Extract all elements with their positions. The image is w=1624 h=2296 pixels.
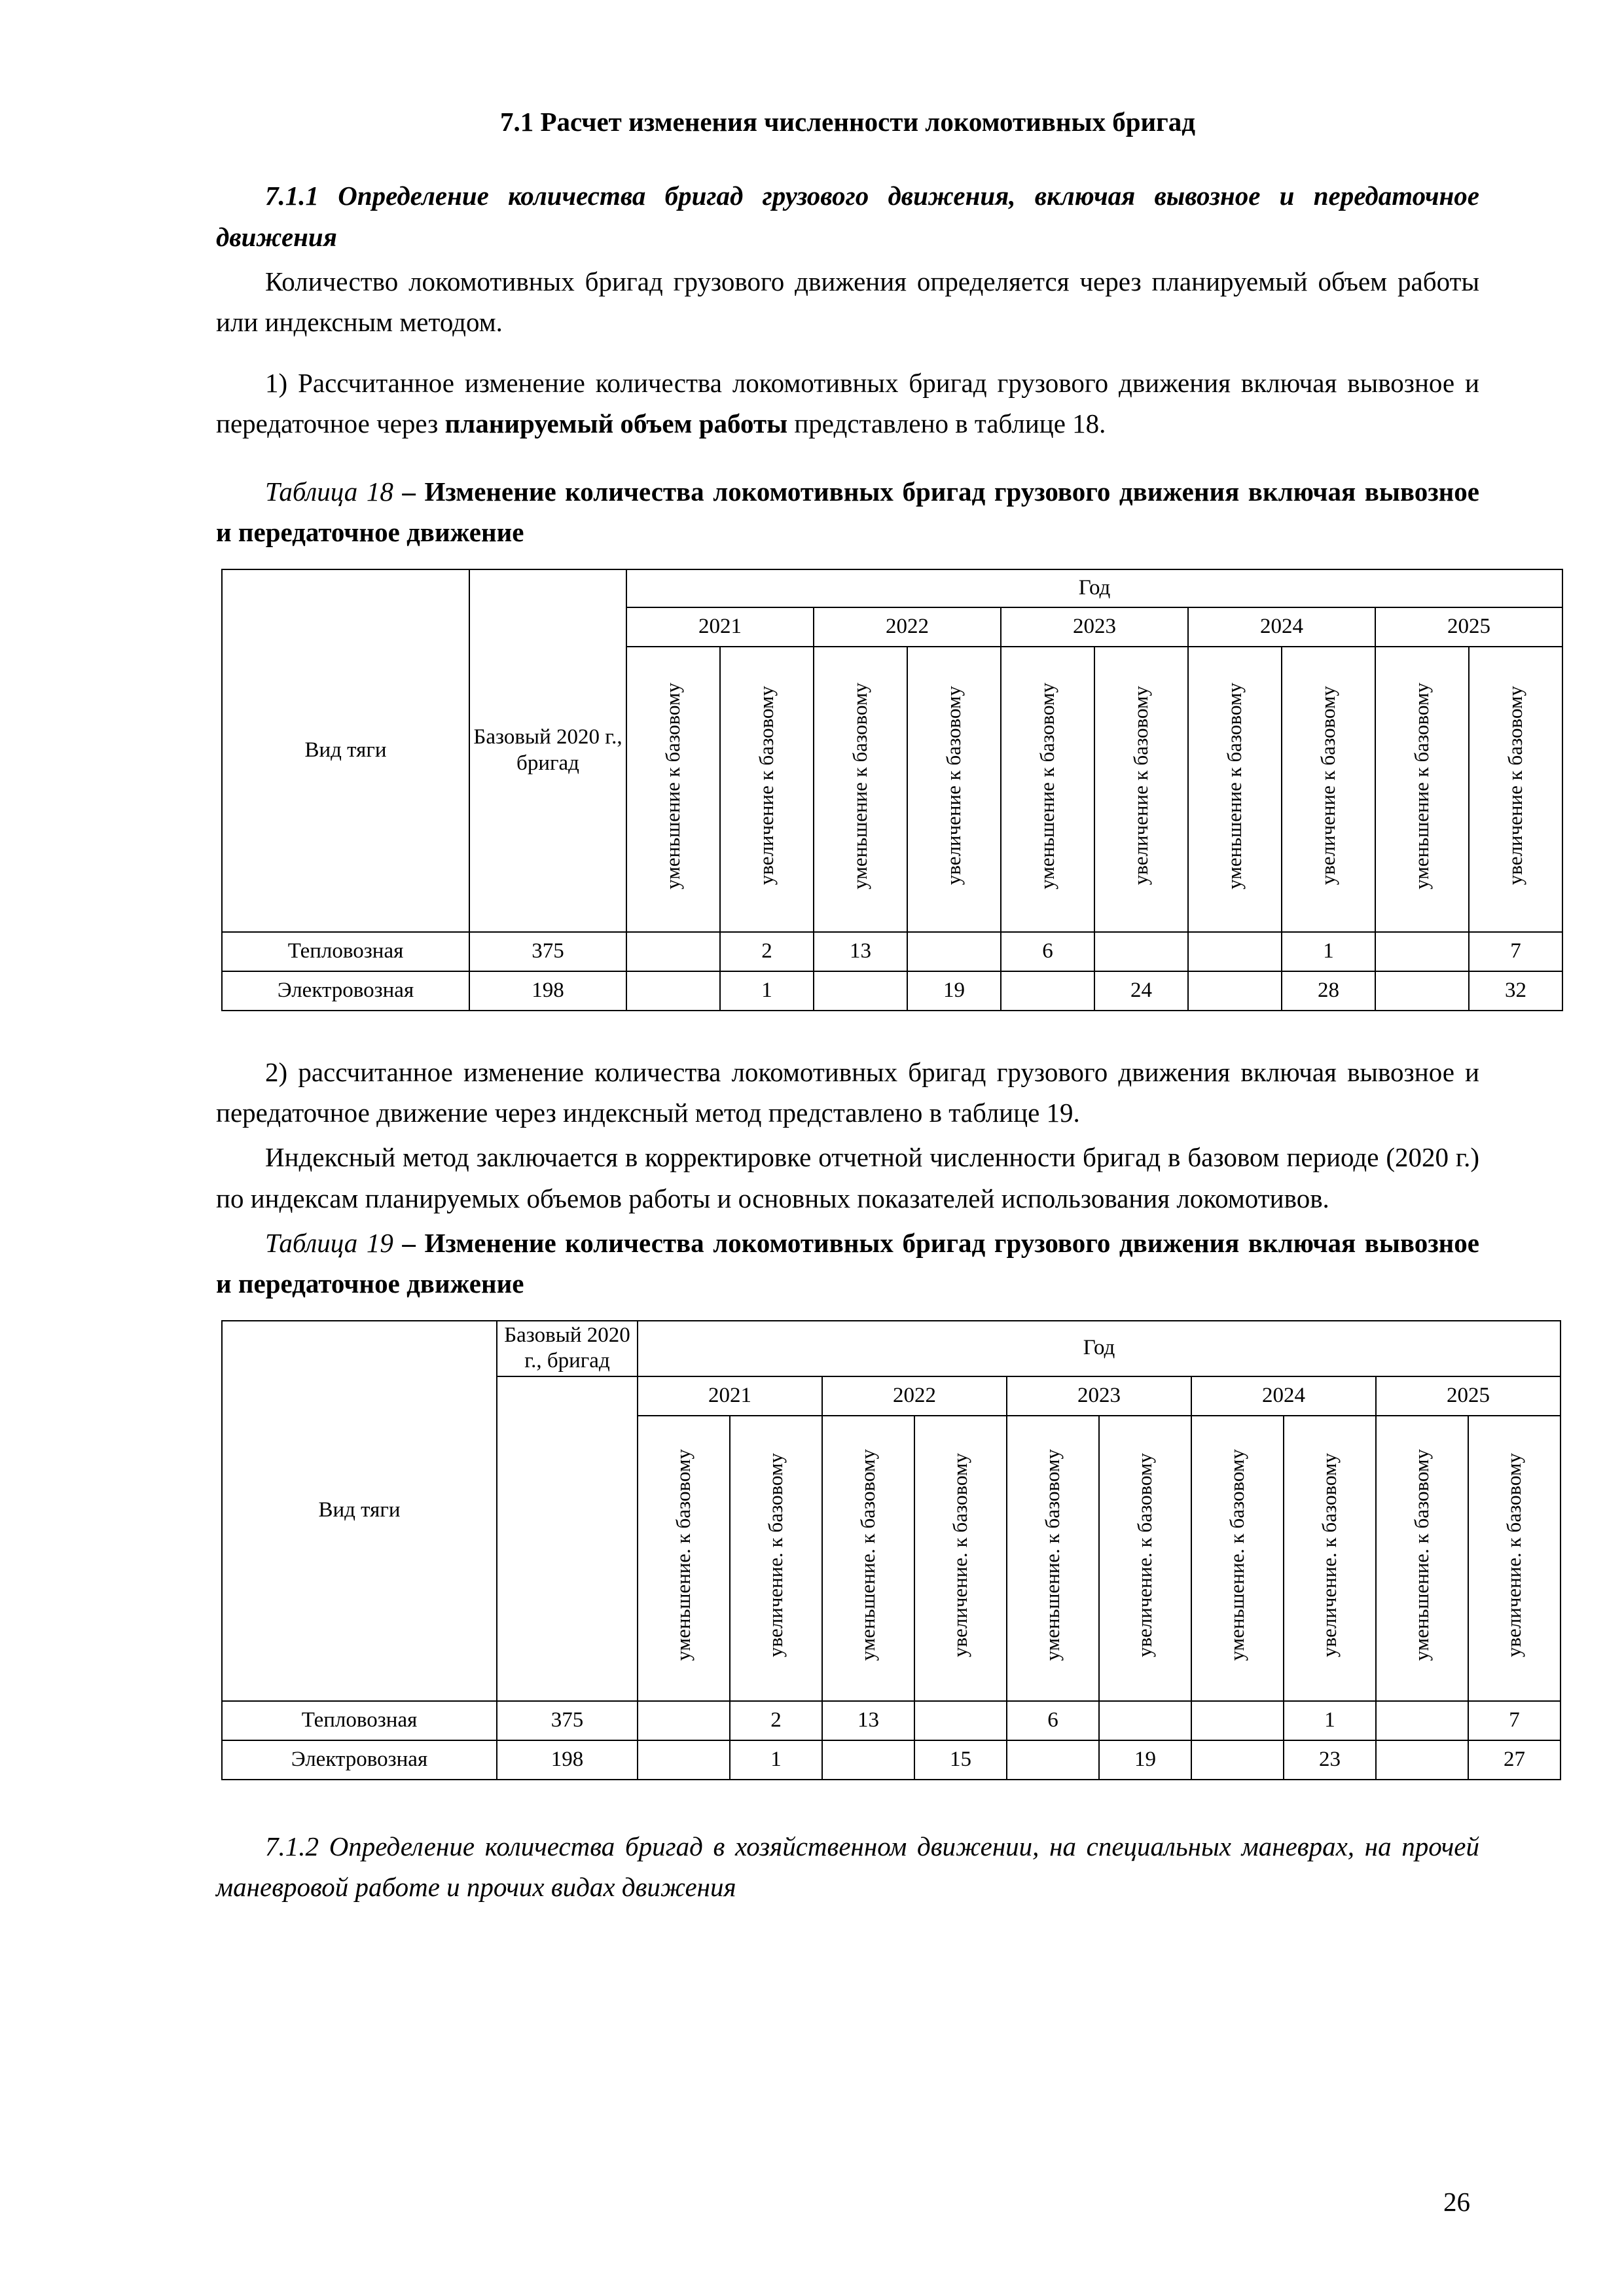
- table-19-year-2024: 2024: [1191, 1376, 1376, 1416]
- table-19-row-1-name: Электровозная: [222, 1740, 497, 1780]
- table-19-row-0-name: Тепловозная: [222, 1701, 497, 1740]
- table-19-row-0-val-7: 1: [1284, 1701, 1376, 1740]
- table-18-year-2021: 2021: [626, 607, 814, 647]
- table-18-row-0-val-9: 7: [1469, 932, 1562, 971]
- table-19-header-type: Вид тяги: [222, 1321, 497, 1701]
- table-18-row-1-val-8: [1375, 971, 1469, 1011]
- table-18-sub-decrease-2025: [1375, 647, 1469, 932]
- table-18-sub-increase-2023: [1094, 647, 1188, 932]
- table-18-year-2024: 2024: [1188, 607, 1375, 647]
- table-18-row-0-name: Тепловозная: [222, 932, 469, 971]
- table-19-caption-label: Таблица 19: [265, 1228, 403, 1259]
- table-18-sub-increase-2024-text: увеличение к базовому: [1316, 686, 1340, 886]
- table-19-sub-increase-2025-text: увеличение. к базовому: [1502, 1452, 1526, 1657]
- table-18-sub-decrease-2025-text: уменьшение к базовому: [1410, 682, 1434, 889]
- table-row: [222, 1740, 1561, 1780]
- table-18-row-0-val-5: [1094, 932, 1188, 971]
- table-19-row-1-val-6: [1191, 1740, 1284, 1780]
- table-18-sub-increase-2025: [1469, 647, 1562, 932]
- table-19: [221, 1320, 1561, 1780]
- table-19-row-1-val-0: [638, 1740, 730, 1780]
- table-19-sub-decrease-2023: [1007, 1416, 1099, 1701]
- table-19-sub-decrease-2022-text: уменьшение. к базовому: [856, 1448, 880, 1661]
- table-19-row-1-val-3: 15: [914, 1740, 1007, 1780]
- table-19-row-1-val-4: [1007, 1740, 1099, 1780]
- table-18-row-0-val-1: 2: [720, 932, 814, 971]
- page-number: 26: [1443, 2187, 1470, 2217]
- table-19-year-2021: 2021: [638, 1376, 822, 1416]
- table-row: [222, 932, 1562, 971]
- table-19-row-1-val-2: [822, 1740, 914, 1780]
- page-title: 7.1 Расчет изменения численности локомотивных бригад: [499, 107, 1196, 137]
- table-18-row-0-val-6: [1188, 932, 1282, 971]
- table-18-sub-increase-2021-text: увеличение к базовому: [755, 686, 778, 886]
- subsection-heading-7-1-2: 7.1.2 Определение количества бригад в хозяйственном движении, на специальных маневрах, на прочей маневровой работе и прочих видах движения: [216, 1831, 1479, 1903]
- table-19-sub-increase-2021-text: увеличение. к базовому: [764, 1452, 787, 1657]
- table-19-sub-increase-2022-text: увеличение. к базовому: [948, 1452, 972, 1657]
- table-19-row-0-val-0: [638, 1701, 730, 1740]
- table-18-year-2023: 2023: [1001, 607, 1188, 647]
- table-19-sub-increase-2022: [914, 1416, 1007, 1701]
- table-19-row-0-val-2: 13: [822, 1701, 914, 1740]
- table-18-row-1-base: 198: [469, 971, 626, 1011]
- table-18-row-0-val-0: [626, 932, 720, 971]
- table-19-caption: [216, 1223, 1479, 1304]
- table-18-header-base: Базовый 2020 г., бригад: [469, 569, 626, 932]
- table-18-row-0-val-4: 6: [1001, 932, 1094, 971]
- table-18-row-1-val-3: 19: [907, 971, 1001, 1011]
- paragraph-2-part2: представлено в таблице 18.: [787, 408, 1106, 439]
- table-19-row-1-val-1: 1: [730, 1740, 822, 1780]
- table-18-row-1-val-1: 1: [720, 971, 814, 1011]
- table-18-row-1-val-0: [626, 971, 720, 1011]
- table-18-row-0-val-2: 13: [814, 932, 907, 971]
- table-19-row-0-base: 375: [497, 1701, 638, 1740]
- table-19-caption-text: Изменение количества локомотивных бригад грузового движения включая вывозное и передаточное движение: [216, 1228, 1480, 1299]
- table-18: [221, 569, 1563, 1011]
- table-19-row-1-val-5: 19: [1099, 1740, 1191, 1780]
- table-19-sub-decrease-2025-text: уменьшение. к базовому: [1410, 1448, 1434, 1661]
- table-19-sub-increase-2021: [730, 1416, 822, 1701]
- table-19-sub-decrease-2023-text: уменьшение. к базовому: [1041, 1448, 1064, 1661]
- table-19-row-0-val-1: 2: [730, 1701, 822, 1740]
- table-18-caption-text: Изменение количества локомотивных бригад грузового движения включая вывозное и передаточное движение: [216, 476, 1480, 548]
- table-18-row-1-name: Электровозная: [222, 971, 469, 1011]
- table-19-year-2023: 2023: [1007, 1376, 1191, 1416]
- table-19-sub-decrease-2021-text: уменьшение. к базовому: [672, 1448, 695, 1661]
- table-18-sub-increase-2025-text: увеличение к базовому: [1504, 686, 1527, 886]
- table-18-header-god: Год: [626, 569, 1562, 607]
- paragraph-2: [216, 363, 1479, 444]
- table-18-sub-decrease-2021: [626, 647, 720, 932]
- table-19-sub-decrease-2024: [1191, 1416, 1284, 1701]
- table-18-sub-increase-2021: [720, 647, 814, 932]
- table-18-row-1-val-7: 28: [1282, 971, 1375, 1011]
- table-18-sub-decrease-2024-text: уменьшение к базовому: [1223, 682, 1246, 889]
- table-19-header-row-god: [222, 1321, 1561, 1376]
- table-18-sub-decrease-2023-text: уменьшение к базовому: [1036, 682, 1059, 889]
- table-18-row-0-val-3: [907, 932, 1001, 971]
- paragraph-2-bold: планируемый объем работы: [444, 408, 788, 439]
- table-19-sub-increase-2024-text: увеличение. к базовому: [1318, 1452, 1341, 1657]
- table-18-caption-dash: –: [402, 476, 425, 507]
- table-19-caption-dash: –: [402, 1228, 425, 1259]
- table-18-header-row-god: [222, 569, 1562, 607]
- table-18-row-0-val-8: [1375, 932, 1469, 971]
- table-19-row-1-base: 198: [497, 1740, 638, 1780]
- table-18-row-0-val-7: 1: [1282, 932, 1375, 971]
- table-18-sub-increase-2022: [907, 647, 1001, 932]
- table-18-caption: [216, 471, 1479, 553]
- table-18-sub-decrease-2022-text: уменьшение к базовому: [848, 682, 872, 889]
- table-19-header-base: Базовый 2020 г., бригад: [497, 1321, 638, 1376]
- table-18-row-1-val-5: 24: [1094, 971, 1188, 1011]
- table-19-row-0-val-5: [1099, 1701, 1191, 1740]
- table-18-sub-decrease-2021-text: уменьшение к базовому: [661, 682, 685, 889]
- table-18-caption-label: Таблица 18: [265, 476, 403, 507]
- table-18-sub-decrease-2023: [1001, 647, 1094, 932]
- table-19-row-1-val-8: [1376, 1740, 1468, 1780]
- paragraph-4: Индексный метод заключается в корректировке отчетной численности бригад в базовом периоде (2020 г.) по индексам планируемых объемов работы и основных показателей использования локомотивов.: [216, 1142, 1479, 1213]
- table-19-row-1-val-7: 23: [1284, 1740, 1376, 1780]
- table-19-header-base-empty: [497, 1376, 638, 1701]
- paragraph-3: 2) рассчитанное изменение количества локомотивных бригад грузового движения включая вывозное и передаточное движение через индексный метод представлено в таблице 19.: [216, 1056, 1479, 1128]
- table-19-sub-decrease-2025: [1376, 1416, 1468, 1701]
- table-19-row-0-val-9: 7: [1468, 1701, 1561, 1740]
- table-19-row-0-val-4: 6: [1007, 1701, 1099, 1740]
- paragraph-1: Количество локомотивных бригад грузового движения определяется через планируемый объем работы или индексным методом.: [216, 266, 1479, 338]
- table-19-year-2025: 2025: [1376, 1376, 1561, 1416]
- table-19-sub-increase-2023: [1099, 1416, 1191, 1701]
- table-18-row-1-val-4: [1001, 971, 1094, 1011]
- table-19-header-god: Год: [638, 1321, 1561, 1376]
- table-18-row-0-base: 375: [469, 932, 626, 971]
- table-19-row-1-val-9: 27: [1468, 1740, 1561, 1780]
- table-19-row-0-val-8: [1376, 1701, 1468, 1740]
- table-row: [222, 1701, 1561, 1740]
- table-19-sub-increase-2023-text: увеличение. к базовому: [1133, 1452, 1157, 1657]
- table-row: [222, 971, 1562, 1011]
- table-18-row-1-val-2: [814, 971, 907, 1011]
- paragraph-2-part1: 1) Рассчитанное изменение количества локомотивных бригад грузового движения включая вывозное и передаточное через: [216, 367, 1479, 439]
- table-19-sub-increase-2024: [1284, 1416, 1376, 1701]
- table-18-year-2025: 2025: [1375, 607, 1562, 647]
- table-19-sub-increase-2025: [1468, 1416, 1561, 1701]
- table-19-sub-decrease-2022: [822, 1416, 914, 1701]
- table-19-row-0-val-3: [914, 1701, 1007, 1740]
- table-18-sub-decrease-2024: [1188, 647, 1282, 932]
- table-18-row-1-val-9: 32: [1469, 971, 1562, 1011]
- table-19-sub-decrease-2021: [638, 1416, 730, 1701]
- subsection-heading-7-1-1: 7.1.1 Определение количества бригад грузового движения, включая вывозное и передаточное движения: [216, 181, 1479, 252]
- page-content: [216, 105, 1527, 1907]
- table-18-sub-increase-2022-text: увеличение к базовому: [942, 686, 965, 886]
- table-18-header-type: Вид тяги: [222, 569, 469, 932]
- table-18-sub-decrease-2022: [814, 647, 907, 932]
- table-19-year-2022: 2022: [822, 1376, 1007, 1416]
- table-18-row-1-val-6: [1188, 971, 1282, 1011]
- table-19-sub-decrease-2024-text: уменьшение. к базовому: [1225, 1448, 1249, 1661]
- table-18-sub-increase-2023-text: увеличение к базовому: [1129, 686, 1153, 886]
- table-19-row-0-val-6: [1191, 1701, 1284, 1740]
- table-18-sub-increase-2024: [1282, 647, 1375, 932]
- table-18-year-2022: 2022: [814, 607, 1001, 647]
